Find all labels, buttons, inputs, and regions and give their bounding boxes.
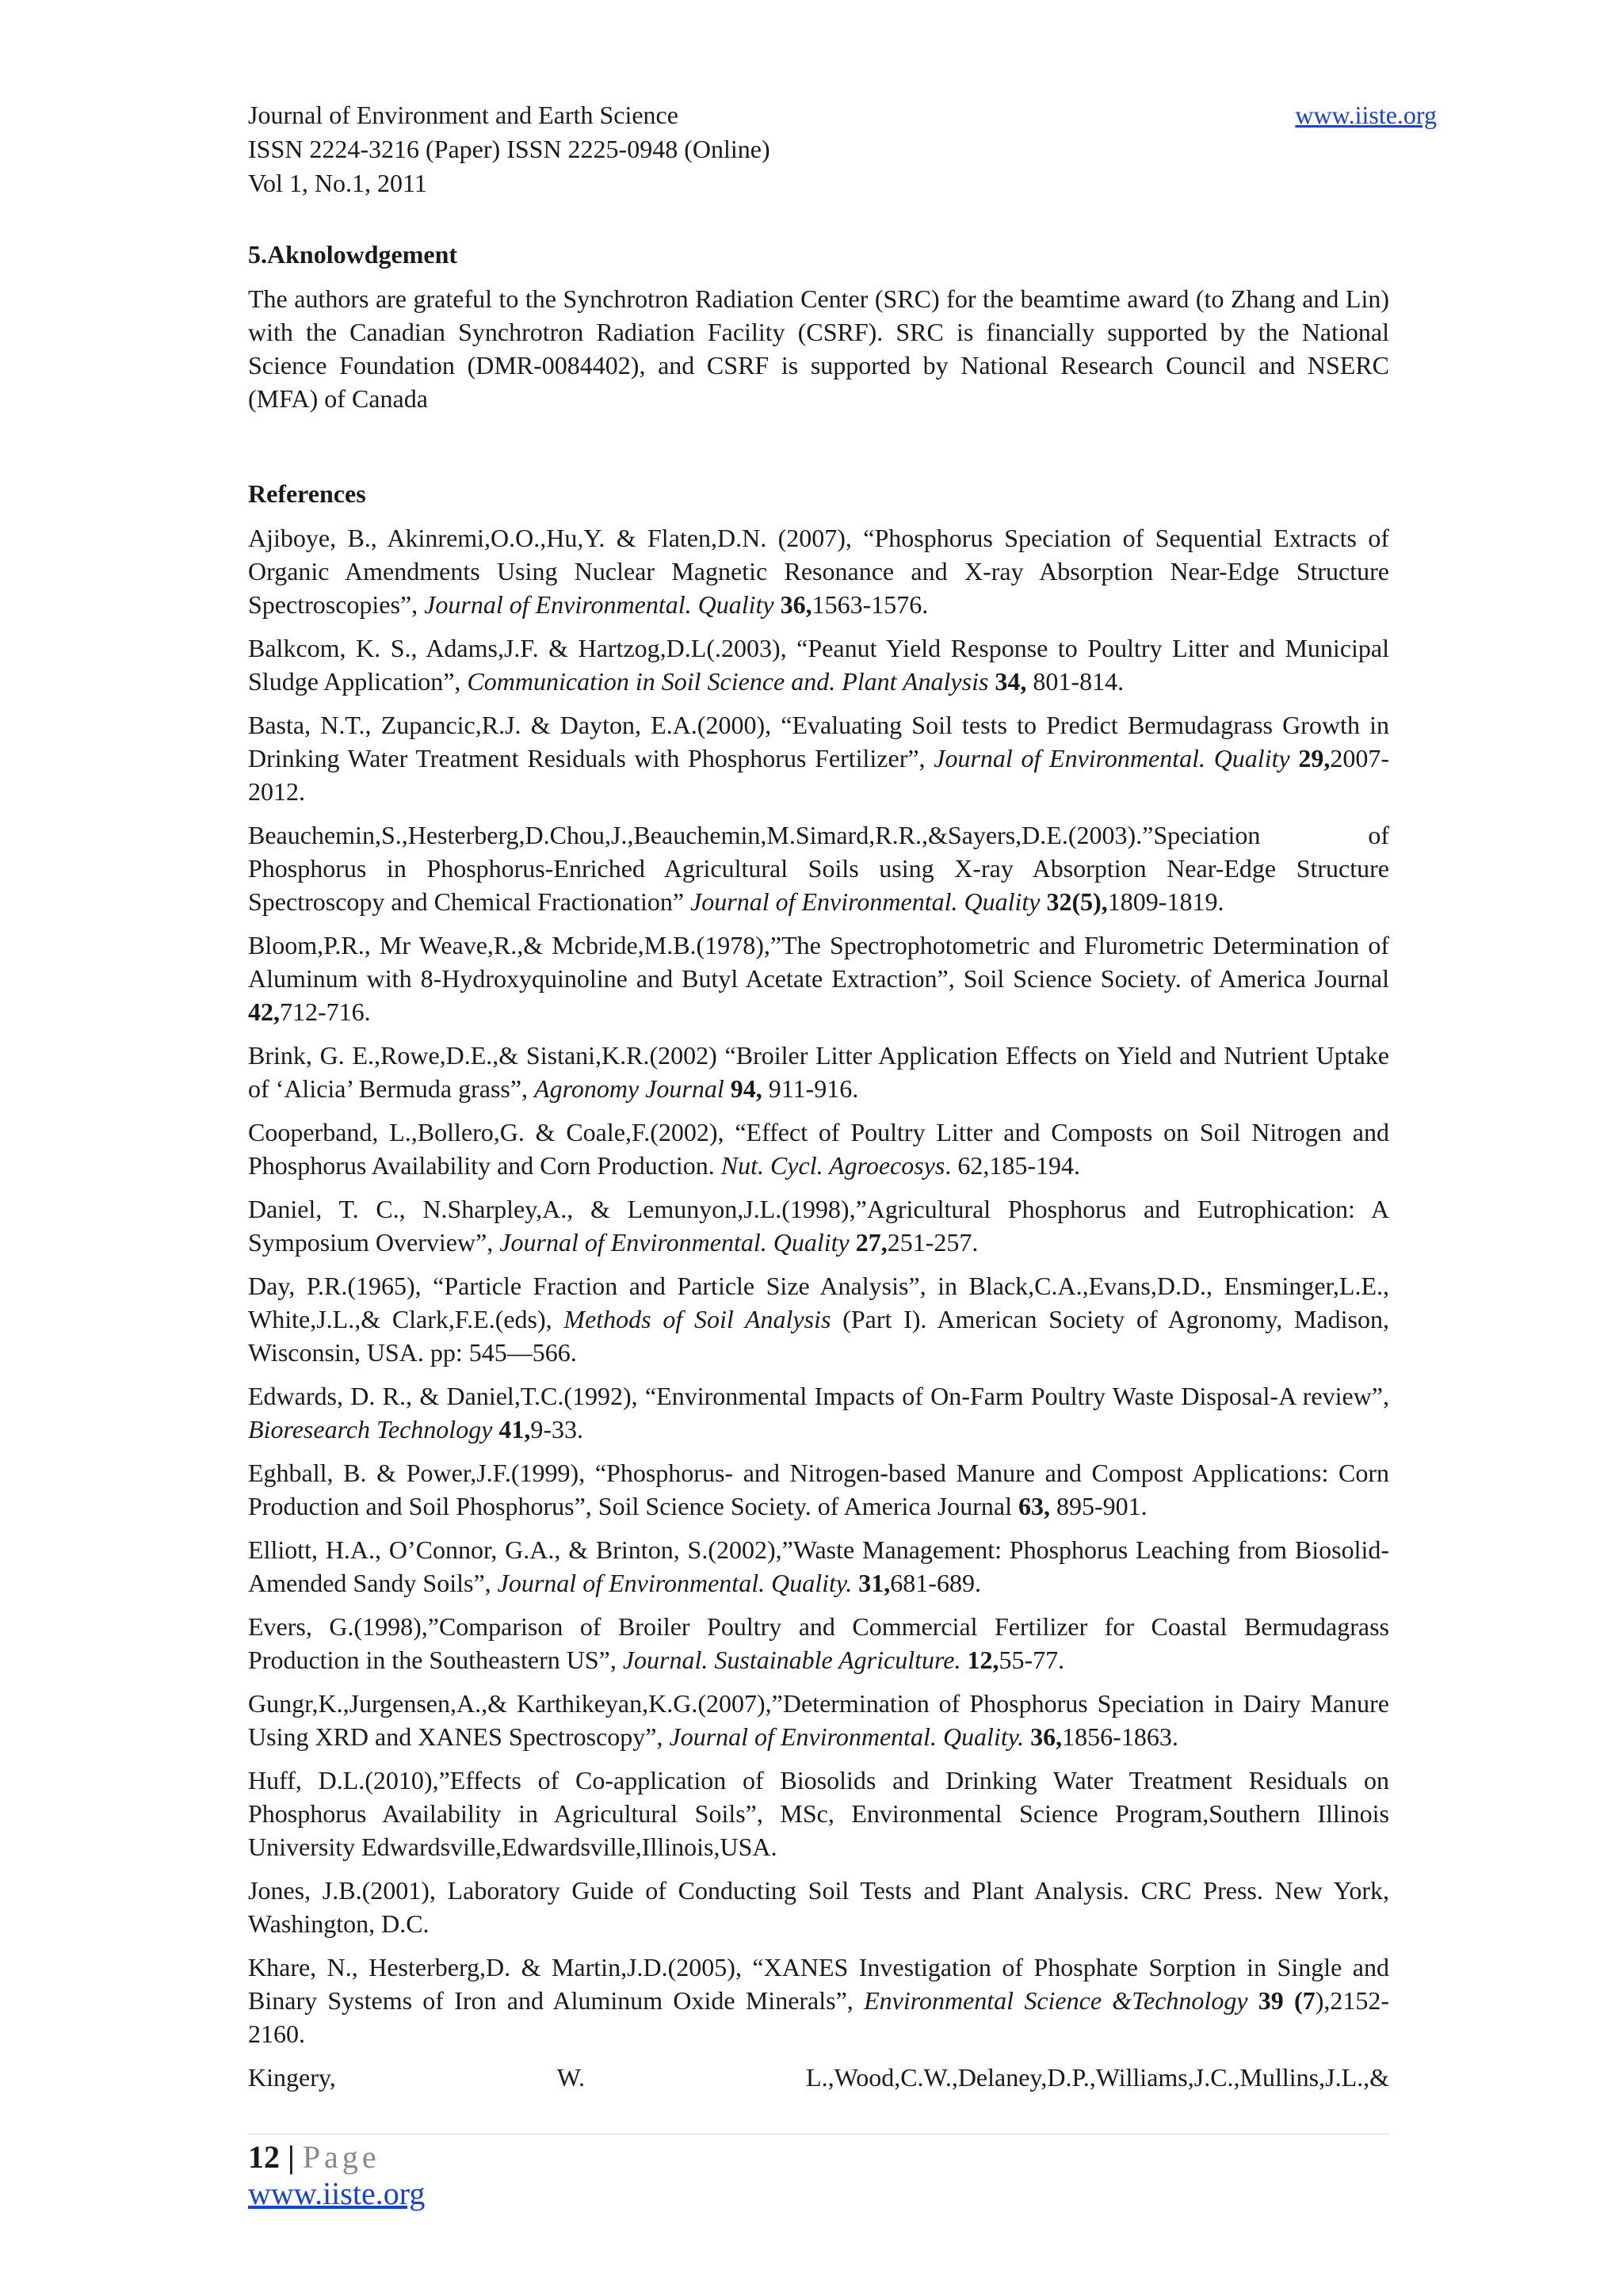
reference-source: Communication in Soil Science and. Plant Analysis xyxy=(467,667,995,696)
reference-text: 2007-2012. xyxy=(248,744,1390,806)
reference-volume: 63, xyxy=(1018,1492,1051,1520)
reference-text: (Part I). American Society of Agronomy, Madison, Wisconsin, USA. pp: 545—566. xyxy=(248,1305,1390,1367)
reference-volume: 36, xyxy=(1030,1722,1063,1751)
reference-source: Journal of Environmental. Quality xyxy=(499,1228,856,1257)
reference-text: Huff, D.L.(2010),”Effects of Co-application of Biosolids and Drinking Water Treatment Residuals on Phosphorus Availability in Agricultural Soils”, MSc, Environmental Science Program,Southern Illinois University Edwardsville,Edwardsville,Illinois,USA. xyxy=(248,1766,1389,1861)
reference-text: Khare, N., Hesterberg,D. & Martin,J.D.(2005), “XANES Investigation of Phosphate Sorption in Single and Binary Systems of Iron and Aluminum Oxide Minerals”, xyxy=(248,1953,1389,2015)
reference-item xyxy=(248,1610,1389,1676)
references-heading: References xyxy=(248,479,366,508)
journal-title: Journal of Environment and Earth Science xyxy=(248,101,678,129)
reference-item xyxy=(248,1192,1389,1259)
reference-text: Evers, G.(1998),”Comparison of Broiler Poultry and Commercial Fertilizer for Coastal Bermudagrass Production in the Southeastern US”, xyxy=(248,1612,1389,1674)
reference-text: 801-814. xyxy=(1026,667,1125,696)
reference-text: Brink, G. E.,Rowe,D.E.,& Sistani,K.R.(2002) “Broiler Litter Application Effects on Yield and Nutrient Uptake of ‘Alicia’ Bermuda grass”, xyxy=(248,1041,1389,1103)
reference-volume: 34, xyxy=(995,667,1027,696)
reference-item xyxy=(248,631,1389,698)
reference-source: Journal. Sustainable Agriculture. xyxy=(622,1646,968,1674)
reference-text: 251-257. xyxy=(887,1228,979,1257)
page-content xyxy=(248,238,1389,2094)
reference-volume: 39 (7 xyxy=(1258,1986,1316,2015)
acknowledgement-heading: 5.Aknolowdgement xyxy=(248,240,458,269)
reference-source: Bioresearch Technology xyxy=(248,1415,499,1444)
reference-text: ),2152-2160. xyxy=(248,1986,1390,2048)
reference-item-kingery xyxy=(248,2061,1389,2094)
reference-item xyxy=(248,1039,1389,1105)
reference-text: 1809-1819. xyxy=(1107,887,1224,916)
reference-source: Journal of Environmental. Quality xyxy=(424,590,781,619)
reference-item xyxy=(248,818,1389,918)
reference-volume: 12, xyxy=(967,1646,999,1674)
reference-item xyxy=(248,1533,1389,1600)
reference-text: Gungr,K.,Jurgensen,A.,& Karthikeyan,K.G.(2007),”Determination of Phosphorus Speciation in Dairy Manure Using XRD and XANES Spectroscopy”, xyxy=(248,1689,1389,1751)
footer-url-link[interactable]: www.iiste.org xyxy=(248,2176,426,2211)
reference-item xyxy=(248,1269,1389,1369)
reference-volume: 36, xyxy=(780,590,812,619)
reference-text: Day, P.R.(1965), “Particle Fraction and Particle Size Analysis”, in Black,C.A.,Evans,D.D., Ensminger,L.E., White,J.L.,& Clark,F.E.(eds), xyxy=(248,1272,1389,1333)
page-separator: | xyxy=(280,2139,303,2175)
reference-text: 911-916. xyxy=(762,1074,859,1103)
reference-text: Bloom,P.R., Mr Weave,R.,& Mcbride,M.B.(1978),”The Spectrophotometric and Flurometric Determination of Aluminum with 8-Hydroxyquinoline and Butyl Acetate Extraction”, Soil Science Society. of America Journal xyxy=(248,931,1389,993)
reference-item xyxy=(248,1874,1389,1940)
reference-text: 55-77. xyxy=(999,1646,1065,1674)
reference-volume: 42, xyxy=(248,997,280,1026)
reference-text: Elliott, H.A., O’Connor, G.A., & Brinton, S.(2002),”Waste Management: Phosphorus Leaching from Biosolid-Amended Sandy Soils”, xyxy=(248,1535,1389,1597)
reference-item xyxy=(248,708,1389,808)
reference-volume: 32(5), xyxy=(1046,887,1108,916)
reference-volume: 27, xyxy=(855,1228,888,1257)
reference-text: 1856-1863. xyxy=(1062,1722,1178,1751)
reference-text: 712-716. xyxy=(280,997,371,1026)
reference-text: 9-33. xyxy=(530,1415,584,1444)
page-footer xyxy=(248,2139,425,2212)
reference-item xyxy=(248,521,1389,621)
reference-item xyxy=(248,1764,1389,1863)
reference-volume: 29, xyxy=(1298,744,1331,772)
reference-text: W. xyxy=(556,2063,586,2092)
reference-volume: 94, xyxy=(730,1074,762,1103)
reference-source: Methods of Soil Analysis xyxy=(563,1305,843,1333)
acknowledgement-text: The authors are grateful to the Synchrotron Radiation Center (SRC) for the beamtime award (to Zhang and Lin) with the Canadian Synchrotron Radiation Facility (CSRF). SRC is financially supported by the National Science Foundation (DMR-0084402), and CSRF is supported by National Research Council and NSERC (MFA) of Canada xyxy=(248,284,1389,413)
reference-source: Environmental Science &Technology xyxy=(864,1986,1258,2015)
reference-text: Balkcom, K. S., Adams,J.F. & Hartzog,D.L(.2003), “Peanut Yield Response to Poultry Litter and Municipal Sludge Application”, xyxy=(248,634,1389,696)
reference-text: Edwards, D. R., & Daniel,T.C.(1992), “Environmental Impacts of On-Farm Poultry Waste Disposal-A review”, xyxy=(248,1382,1389,1410)
reference-source: Journal of Environmental. Quality xyxy=(690,887,1047,916)
reference-source: Agronomy Journal xyxy=(534,1074,731,1103)
reference-text: Basta, N.T., Zupancic,R.J. & Dayton, E.A.(2000), “Evaluating Soil tests to Predict Bermudagrass Growth in Drinking Water Treatment Residuals with Phosphorus Fertilizer”, xyxy=(248,711,1389,772)
reference-list xyxy=(248,521,1389,2050)
reference-source: Journal of Environmental. Quality xyxy=(934,744,1299,772)
header-url-link[interactable]: www.iiste.org xyxy=(1295,101,1437,129)
reference-item xyxy=(248,929,1389,1028)
reference-text: Ajiboye, B., Akinremi,O.O.,Hu,Y. & Flaten,D.N. (2007), “Phosphorus Speciation of Sequential Extracts of Organic Amendments Using Nuclear Magnetic Resonance and X-ray Absorption Near-Edge Structure Spectroscopies”, xyxy=(248,524,1389,619)
reference-source: Journal of Environmental. Quality. xyxy=(669,1722,1031,1751)
page-number: 12 xyxy=(248,2139,280,2175)
reference-text: . 62,185-194. xyxy=(945,1151,1080,1180)
reference-item xyxy=(248,1951,1389,2050)
reference-text: Kingery, xyxy=(248,2063,336,2092)
journal-header xyxy=(248,98,1437,200)
reference-text: Beauchemin,S.,Hesterberg,D.Chou,J.,Beauchemin,M.Simard,R.R.,&Sayers,D.E.(2003).”Speciation of Phosphorus in Phosphorus-Enriched Agricultural Soils using X-ray Absorption Near-Edge Structure Spectroscopy and Chemical Fractionation” xyxy=(248,821,1389,916)
reference-item xyxy=(248,1456,1389,1523)
reference-source: Journal of Environmental. Quality. xyxy=(497,1569,859,1597)
journal-volume: Vol 1, No.1, 2011 xyxy=(248,169,427,197)
reference-source: Nut. Cycl. Agroecosys xyxy=(720,1151,945,1180)
reference-text: 895-901. xyxy=(1050,1492,1148,1520)
reference-volume: 31, xyxy=(858,1569,891,1597)
reference-text: L.,Wood,C.W.,Delaney,D.P.,Williams,J.C.,Mullins,J.L.,& xyxy=(806,2063,1389,2092)
reference-text: Jones, J.B.(2001), Laboratory Guide of Conducting Soil Tests and Plant Analysis. CRC Press. New York, Washington, D.C. xyxy=(248,1876,1389,1938)
reference-item xyxy=(248,1379,1389,1446)
reference-text: Eghball, B. & Power,J.F.(1999), “Phosphorus- and Nitrogen-based Manure and Compost Applications: Corn Production and Soil Phosphorus”, Soil Science Society. of America Journal xyxy=(248,1459,1389,1520)
reference-text: 681-689. xyxy=(890,1569,981,1597)
reference-item xyxy=(248,1116,1389,1182)
reference-volume: 41, xyxy=(498,1415,531,1444)
journal-issn: ISSN 2224-3216 (Paper) ISSN 2225-0948 (Online) xyxy=(248,135,770,163)
page-label: Page xyxy=(302,2139,380,2175)
reference-text: Cooperband, L.,Bollero,G. & Coale,F.(2002), “Effect of Poultry Litter and Composts on Soil Nitrogen and Phosphorus Availability and Corn Production. xyxy=(248,1118,1389,1180)
reference-text: Daniel, T. C., N.Sharpley,A., & Lemunyon,J.L.(1998),”Agricultural Phosphorus and Eutrophication: A Symposium Overview”, xyxy=(248,1195,1389,1257)
reference-text: 1563-1576. xyxy=(812,590,929,619)
reference-item xyxy=(248,1687,1389,1753)
